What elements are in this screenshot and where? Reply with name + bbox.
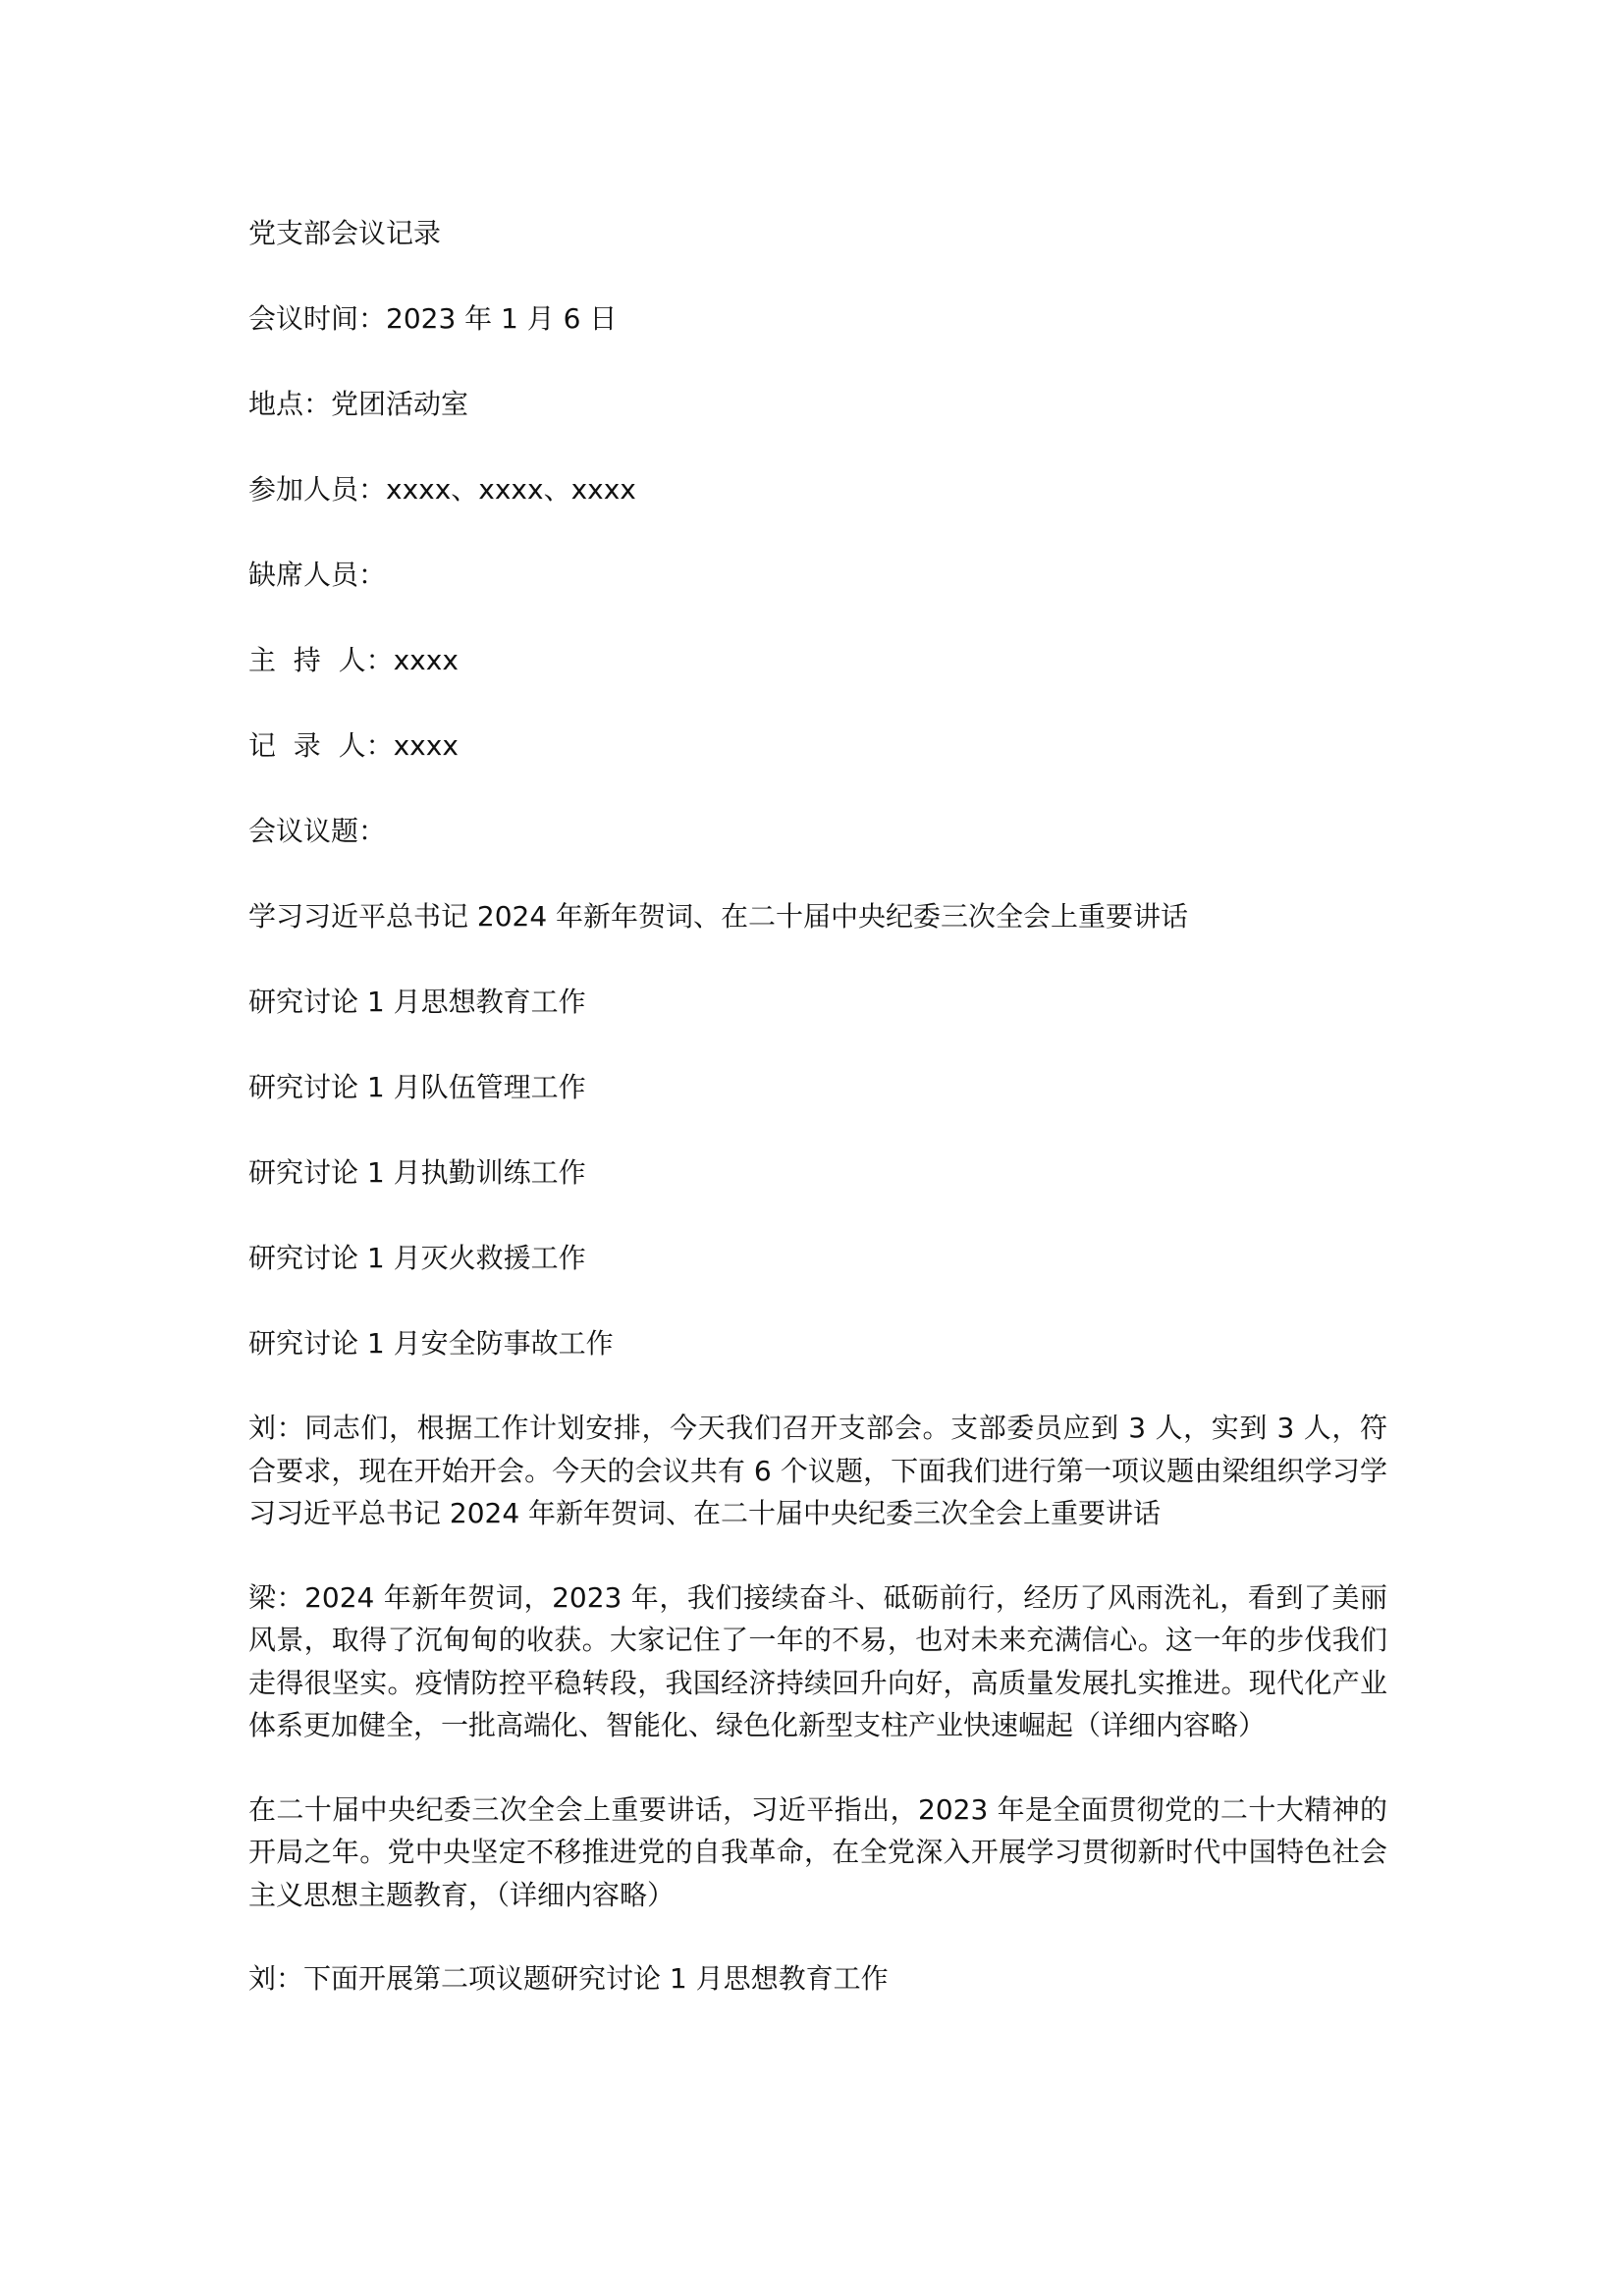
agenda-item: 学习习近平总书记 2024 年新年贺词、在二十届中央纪委三次全会上重要讲话 [248, 900, 1189, 933]
document-body [248, 211, 1387, 2042]
paragraph-discipline-speech: 在二十届中央纪委三次全会上重要讲话，习近平指出，2023 年是全面贯彻党的二十大精神的开局之年。党中央坚定不移推进党的自我革命，在全党深入开展学习贯彻新时代中国特色社会主义思想主题教育，（详细内容略） [248, 1792, 1387, 1911]
meeting-location: 地点：党团活动室 [248, 388, 469, 420]
paragraph-second-agenda: 刘：下面开展第二项议题研究讨论 1 月思想教育工作 [248, 1962, 889, 1995]
host: 主 持 人：xxxx [248, 644, 459, 676]
paragraph-new-year-address: 梁：2024 年新年贺词，2023 年，我们接续奋斗、砥砺前行，经历了风雨洗礼，看到了美丽风景，取得了沉甸甸的收获。大家记住了一年的不易，也对未来充满信心。这一年的步伐我们走得很坚实。疫情防控平稳转段，我国经济持续回升向好，高质量发展扎实推进。现代化产业体系更加健全，一批高端化、智能化、绿色化新型支柱产业快速崛起（详细内容略） [248, 1580, 1387, 1741]
paragraph-opening-remarks: 刘：同志们，根据工作计划安排，今天我们召开支部会。支部委员应到 3 人，实到 3 人，符合要求，现在开始开会。今天的会议共有 6 个议题，下面我们进行第一项议题由梁组织学习学习习近平总书记 2024 年新年贺词、在二十届中央纪委三次全会上重要讲话 [248, 1412, 1387, 1529]
agenda-item: 研究讨论 1 月队伍管理工作 [248, 1071, 586, 1103]
absentees: 缺席人员： [248, 559, 387, 591]
recorder: 记 录 人：xxxx [248, 729, 459, 762]
document-title: 党支部会议记录 [248, 217, 442, 249]
agenda-item: 研究讨论 1 月灭火救援工作 [248, 1242, 586, 1274]
agenda-item: 研究讨论 1 月思想教育工作 [248, 986, 586, 1018]
meeting-time: 会议时间：2023 年 1 月 6 日 [248, 302, 618, 335]
attendees: 参加人员：xxxx、xxxx、xxxx [248, 473, 636, 506]
agenda-item: 研究讨论 1 月执勤训练工作 [248, 1156, 586, 1189]
agenda-item: 研究讨论 1 月安全防事故工作 [248, 1327, 614, 1360]
agenda-heading: 会议议题： [248, 815, 387, 847]
